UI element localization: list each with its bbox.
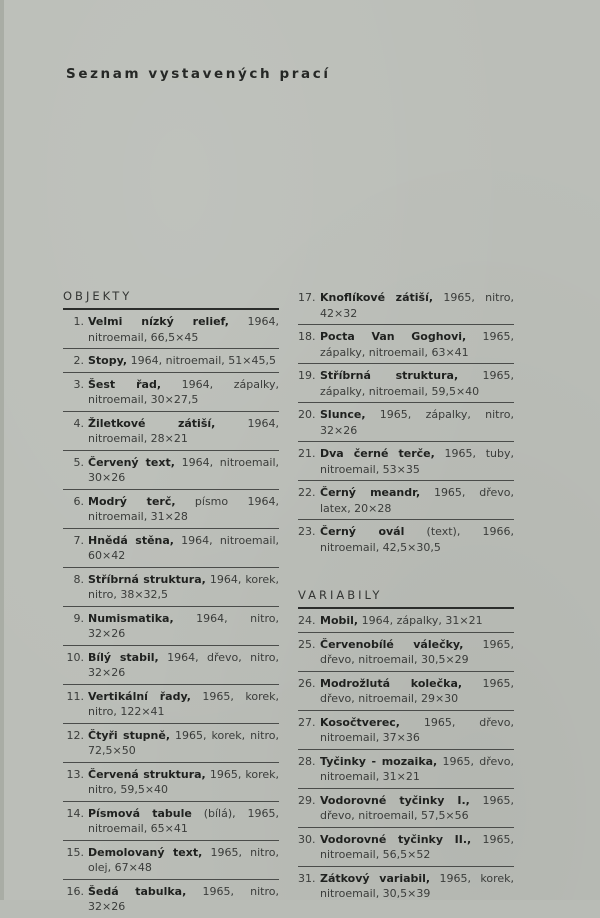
item-number: 28. bbox=[298, 754, 316, 768]
list-item bbox=[63, 412, 279, 451]
list-item bbox=[63, 802, 279, 841]
item-text bbox=[320, 832, 514, 863]
work-title: Modrý terč, bbox=[88, 494, 176, 508]
item-text bbox=[88, 353, 279, 369]
list-item bbox=[298, 609, 514, 633]
work-title: Pocta Van Goghovi, bbox=[320, 330, 467, 343]
page-title: Seznam vystavených prací bbox=[66, 66, 331, 82]
work-details: (bílá), 1965, nitroemail, 65×41 bbox=[88, 806, 279, 835]
list-item bbox=[63, 349, 279, 373]
work-title: Stříbrná struktura, bbox=[320, 369, 459, 382]
work-details: 1965, nitro, olej, 67×48 bbox=[88, 845, 279, 874]
item-text bbox=[88, 845, 279, 876]
page-edge bbox=[0, 0, 4, 900]
work-title: Tyčinky - mozaika, bbox=[320, 754, 438, 768]
item-text bbox=[88, 455, 279, 486]
item-text bbox=[88, 494, 279, 525]
work-details: 1965, dřevo, nitroemail, 37×36 bbox=[320, 715, 514, 744]
item-text bbox=[320, 871, 514, 902]
work-details: 1964, nitroemail, 28×21 bbox=[88, 416, 279, 445]
list-item bbox=[63, 373, 279, 412]
list-item bbox=[298, 633, 514, 672]
work-title: Stopy, bbox=[88, 354, 128, 367]
work-details: 1964, nitroemail, 66,5×45 bbox=[88, 315, 279, 344]
work-details: 1965, nitroemail, 56,5×52 bbox=[320, 832, 514, 861]
work-title: Zátkový variabil, bbox=[320, 871, 431, 885]
section-spacer bbox=[298, 558, 514, 588]
work-details: 1965, korek, nitro, 59,5×40 bbox=[88, 767, 280, 796]
work-details: 1965, dřevo, nitroemail, 29×30 bbox=[320, 676, 514, 705]
list-item bbox=[298, 672, 514, 711]
work-details: 1964, dřevo, nitro, 32×26 bbox=[88, 650, 279, 679]
list-item bbox=[298, 750, 514, 789]
list-item bbox=[298, 442, 514, 481]
item-number: 26. bbox=[298, 676, 316, 690]
section-heading-variabily: VARIABILY bbox=[298, 588, 514, 609]
work-title: Knoflíkové zátiší, bbox=[320, 291, 434, 304]
item-number: 12. bbox=[66, 728, 84, 742]
column-right bbox=[298, 286, 514, 905]
work-details: 1965, dřevo, nitroemail, 30,5×29 bbox=[320, 637, 514, 666]
work-details: 1965, korek, nitro, 122×41 bbox=[88, 689, 279, 718]
column-left bbox=[63, 289, 279, 918]
list-item bbox=[63, 568, 279, 607]
work-details: 1964, nitroemail, 30×26 bbox=[88, 455, 279, 484]
list-item bbox=[63, 880, 279, 918]
work-title: Černý ovál bbox=[320, 525, 405, 538]
work-title: Červenobílé válečky, bbox=[320, 637, 464, 651]
item-number: 14. bbox=[66, 806, 84, 820]
item-text bbox=[320, 329, 514, 360]
work-title: Kosočtverec, bbox=[320, 715, 400, 729]
list-item bbox=[63, 607, 279, 646]
item-number: 13. bbox=[66, 767, 84, 781]
item-number: 6. bbox=[73, 494, 84, 508]
item-number: 19. bbox=[298, 369, 316, 382]
item-number: 25. bbox=[298, 637, 316, 651]
item-number: 29. bbox=[298, 793, 316, 807]
item-text bbox=[88, 728, 279, 759]
work-title: Šest řad, bbox=[88, 377, 162, 391]
item-text bbox=[320, 715, 514, 746]
item-number: 5. bbox=[73, 455, 84, 469]
work-title: Šedá tabulka, bbox=[88, 884, 187, 898]
work-title: Velmi nízký relief, bbox=[88, 315, 229, 328]
item-text bbox=[320, 524, 514, 555]
work-details: 1964, korek, nitro, 38×32,5 bbox=[88, 572, 279, 601]
item-text bbox=[88, 572, 279, 603]
work-title: Hnědá stěna, bbox=[88, 533, 174, 547]
section-heading-objekty: OBJEKTY bbox=[63, 289, 279, 310]
work-title: Bílý stabil, bbox=[88, 650, 159, 664]
item-number: 4. bbox=[73, 416, 84, 430]
item-text bbox=[88, 611, 279, 642]
item-text bbox=[320, 613, 514, 629]
item-number: 18. bbox=[298, 330, 316, 343]
work-title: Demolovaný text, bbox=[88, 845, 203, 859]
work-details: (text), 1966, nitroemail, 42,5×30,5 bbox=[320, 525, 514, 554]
list-item bbox=[298, 828, 514, 867]
item-text bbox=[320, 637, 514, 668]
item-text bbox=[320, 290, 514, 321]
work-details: 1965, zápalky, nitro, 32×26 bbox=[320, 408, 514, 437]
work-details: 1965, zápalky, nitroemail, 59,5×40 bbox=[320, 369, 514, 398]
item-number: 10. bbox=[66, 650, 84, 664]
work-details: 1965, tuby, nitroemail, 53×35 bbox=[320, 447, 514, 476]
item-text bbox=[88, 806, 279, 837]
work-title: Mobil, bbox=[320, 614, 359, 627]
item-text bbox=[88, 416, 279, 447]
work-title: Červený text, bbox=[88, 455, 175, 469]
list-item bbox=[298, 789, 514, 828]
item-number: 11. bbox=[66, 689, 84, 703]
list-item bbox=[298, 286, 514, 325]
list-item bbox=[63, 685, 279, 724]
item-text bbox=[320, 754, 514, 785]
work-title: Vodorovné tyčinky I., bbox=[320, 793, 470, 807]
item-text bbox=[320, 793, 514, 824]
item-number: 8. bbox=[73, 572, 84, 586]
list-item bbox=[298, 520, 514, 558]
work-details: 1964, nitroemail, 51×45,5 bbox=[127, 354, 276, 367]
list-item bbox=[298, 481, 514, 520]
work-details: 1965, nitro, 32×26 bbox=[88, 884, 279, 913]
item-number: 16. bbox=[66, 884, 84, 898]
item-text bbox=[320, 368, 514, 399]
work-details: 1964, nitroemail, 60×42 bbox=[88, 533, 280, 562]
work-details: 1965, dřevo, nitroemail, 31×21 bbox=[320, 754, 514, 783]
list-item bbox=[63, 646, 279, 685]
item-number: 23. bbox=[298, 525, 316, 538]
work-title: Modrožlutá kolečka, bbox=[320, 676, 463, 690]
item-text bbox=[88, 767, 279, 798]
item-text bbox=[88, 314, 279, 345]
list-item bbox=[63, 310, 279, 349]
work-details: 1965, nitro, 42×32 bbox=[320, 291, 514, 320]
item-text bbox=[88, 689, 279, 720]
item-number: 15. bbox=[66, 845, 84, 859]
work-title: Žiletkové zátiší, bbox=[88, 416, 216, 430]
list-item bbox=[298, 325, 514, 364]
item-text bbox=[320, 485, 514, 516]
work-details: 1965, korek, nitro, 72,5×50 bbox=[88, 728, 279, 757]
item-number: 24. bbox=[298, 614, 316, 627]
item-number: 9. bbox=[73, 611, 84, 625]
work-title: Červená struktura, bbox=[88, 767, 206, 781]
list-item bbox=[63, 451, 279, 490]
item-number: 30. bbox=[298, 832, 316, 846]
item-number: 22. bbox=[298, 486, 316, 499]
work-details: 1964, nitro, 32×26 bbox=[88, 611, 279, 640]
work-details: 1964, zápalky, nitroemail, 30×27,5 bbox=[88, 377, 280, 406]
item-number: 20. bbox=[298, 408, 316, 421]
item-text bbox=[88, 377, 279, 408]
item-number: 17. bbox=[298, 291, 316, 304]
item-text bbox=[88, 884, 279, 915]
work-title: Vodorovné tyčinky II., bbox=[320, 832, 472, 846]
work-details: 1965, korek, nitroemail, 30,5×39 bbox=[320, 871, 514, 900]
list-item bbox=[63, 490, 279, 529]
work-title: Stříbrná struktura, bbox=[88, 572, 206, 586]
item-text bbox=[320, 676, 514, 707]
item-number: 27. bbox=[298, 715, 316, 729]
list-item bbox=[63, 841, 279, 880]
work-title: Dva černé terče, bbox=[320, 447, 435, 460]
item-text bbox=[320, 446, 514, 477]
item-number: 3. bbox=[73, 377, 84, 391]
work-title: Čtyři stupně, bbox=[88, 728, 171, 742]
work-title: Slunce, bbox=[320, 408, 366, 421]
item-number: 21. bbox=[298, 447, 316, 460]
item-number: 1. bbox=[73, 315, 84, 328]
list-item bbox=[63, 724, 279, 763]
list-item bbox=[298, 867, 514, 905]
list-item bbox=[298, 711, 514, 750]
item-text bbox=[88, 533, 279, 564]
work-title: Numismatika, bbox=[88, 611, 174, 625]
work-title: Vertikální řady, bbox=[88, 689, 191, 703]
list-item bbox=[63, 763, 279, 802]
list-item bbox=[298, 403, 514, 442]
item-number: 2. bbox=[73, 354, 84, 367]
work-details: písmo 1964, nitroemail, 31×28 bbox=[88, 494, 279, 523]
item-number: 7. bbox=[73, 533, 84, 547]
work-details: 1965, dřevo, latex, 20×28 bbox=[320, 486, 514, 515]
item-text bbox=[88, 650, 279, 681]
work-details: 1965, dřevo, nitroemail, 57,5×56 bbox=[320, 793, 514, 822]
work-details: 1964, zápalky, 31×21 bbox=[358, 614, 483, 627]
list-item bbox=[298, 364, 514, 403]
work-title: Písmová tabule bbox=[88, 806, 192, 820]
item-text bbox=[320, 407, 514, 438]
work-details: 1965, zápalky, nitroemail, 63×41 bbox=[320, 330, 514, 359]
work-title: Černý meandr, bbox=[320, 486, 421, 499]
item-number: 31. bbox=[298, 871, 316, 885]
list-item bbox=[63, 529, 279, 568]
